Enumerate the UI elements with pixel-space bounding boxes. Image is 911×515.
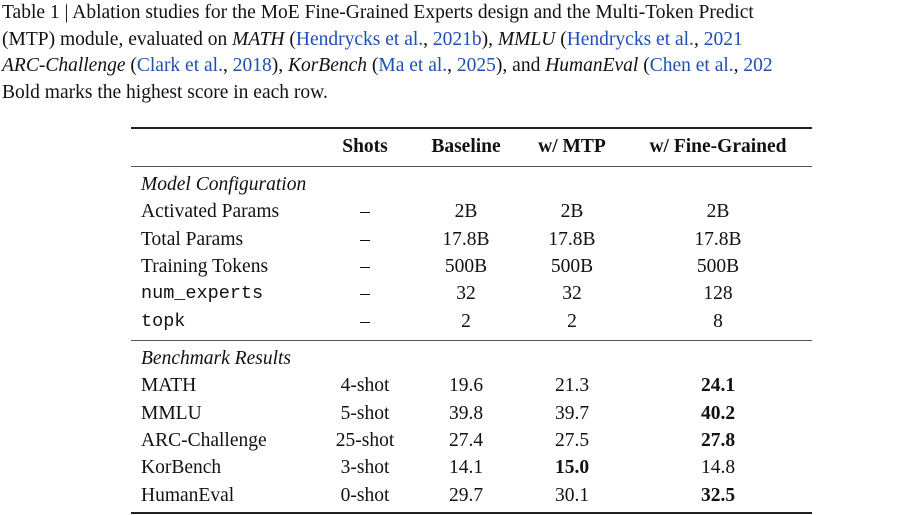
citation-link[interactable]: Chen et al. <box>649 55 734 76</box>
citation-link[interactable]: 2021b <box>432 28 482 50</box>
table-cell: 32.5 <box>700 484 736 506</box>
caption-text: Table 1 | Ablation studies for the MoE Fine-Grained Experts design and the Multi-Token Predict <box>2 2 754 23</box>
caption-text: ), <box>271 55 288 76</box>
citation-link[interactable]: 202 <box>743 55 773 76</box>
table-cell: 30.1 <box>554 484 590 506</box>
citation-link[interactable]: Ma et al. <box>378 55 448 76</box>
table-cell: 21.3 <box>554 375 590 397</box>
caption-text: ( <box>284 28 296 50</box>
table-cell: 39.8 <box>448 402 484 424</box>
table-cell: 27.4 <box>448 429 484 451</box>
caption-text: ARC-Challenge <box>2 55 126 76</box>
caption-text: , <box>222 55 233 76</box>
caption-text: ( <box>638 55 650 76</box>
table-cell: – <box>360 201 370 223</box>
table-bottom-rule <box>131 512 812 514</box>
row-label: KorBench <box>141 457 222 479</box>
citation-link[interactable]: Hendrycks et al. <box>566 28 694 50</box>
table-cell: 14.1 <box>448 457 484 479</box>
table-cell: – <box>360 283 370 305</box>
table-cell: 0-shot <box>340 484 390 506</box>
row-label: ARC-Challenge <box>141 429 267 451</box>
caption-text: KorBench <box>287 55 368 76</box>
table-cell: 15.0 <box>554 457 590 479</box>
table-cell: – <box>360 310 370 332</box>
table-cell: 17.8B <box>694 228 742 250</box>
table-top-rule <box>131 127 812 129</box>
table-cell: 32 <box>562 283 582 305</box>
table-cell: 19.6 <box>448 375 484 397</box>
table-cell: 40.2 <box>700 402 736 424</box>
caption-text: HumanEval <box>545 55 639 76</box>
column-header: Baseline <box>431 136 501 157</box>
caption-text: , <box>423 28 433 50</box>
caption-text: Bold marks the highest score in each row. <box>2 81 328 103</box>
table-cell: 500B <box>696 255 740 277</box>
row-label: MMLU <box>141 402 202 424</box>
table-cell: 24.1 <box>700 375 736 397</box>
caption-text: ), <box>481 28 498 50</box>
table-header-rule <box>131 166 812 167</box>
table-cell: 27.8 <box>700 429 736 451</box>
column-header: w/ MTP <box>538 136 606 157</box>
table-section-rule <box>131 340 812 341</box>
column-header: Shots <box>342 136 388 157</box>
caption-text: ( <box>367 55 379 76</box>
table-cell: 5-shot <box>340 402 390 424</box>
table-cell: 3-shot <box>340 457 390 479</box>
table-cell: 2B <box>560 201 584 223</box>
section-title: Benchmark Results <box>141 348 292 369</box>
row-label: HumanEval <box>141 484 235 506</box>
row-label: num_experts <box>141 283 264 305</box>
table-cell: 17.8B <box>442 228 490 250</box>
column-header: w/ Fine-Grained <box>649 136 787 157</box>
row-label: Total Params <box>141 228 244 250</box>
row-label: MATH <box>141 375 197 397</box>
citation-link[interactable]: 2018 <box>232 55 272 76</box>
caption-text: , <box>693 28 704 50</box>
caption-text: , <box>447 55 457 76</box>
table-cell: 17.8B <box>548 228 596 250</box>
caption-text: ( <box>555 28 567 50</box>
table-cell: 2B <box>454 201 478 223</box>
citation-link[interactable]: 2025 <box>456 55 496 76</box>
table-cell: 25-shot <box>335 429 395 451</box>
row-label: topk <box>141 310 186 332</box>
table-cell: 39.7 <box>554 402 590 424</box>
row-label: Activated Params <box>141 201 280 223</box>
caption-text: ( <box>125 55 137 76</box>
table-cell: 32 <box>456 283 476 305</box>
caption-text: MMLU <box>497 28 556 50</box>
citation-link[interactable]: Clark et al. <box>136 55 223 76</box>
table-cell: – <box>360 255 370 277</box>
caption-text: MATH <box>232 28 285 50</box>
table-cell: 500B <box>444 255 488 277</box>
table-cell: 500B <box>550 255 594 277</box>
table-cell: 128 <box>703 283 733 305</box>
table-cell: 2 <box>567 310 577 332</box>
section-title: Model Configuration <box>141 174 307 195</box>
citation-link[interactable]: Hendrycks et al. <box>295 28 424 50</box>
table-cell: – <box>360 228 370 250</box>
table-cell: 2B <box>706 201 730 223</box>
row-label: Training Tokens <box>141 255 269 277</box>
table-cell: 8 <box>713 310 723 332</box>
table-cell: 29.7 <box>448 484 484 506</box>
table-cell: 2 <box>461 310 471 332</box>
table-cell: 14.8 <box>700 457 736 479</box>
caption-text: ), and <box>495 55 546 76</box>
table-cell: 27.5 <box>554 429 590 451</box>
caption-text: (MTP) module, evaluated on <box>2 28 233 50</box>
table-cell: 4-shot <box>340 375 390 397</box>
caption-text: , <box>733 55 744 76</box>
citation-link[interactable]: 2021 <box>703 28 743 50</box>
